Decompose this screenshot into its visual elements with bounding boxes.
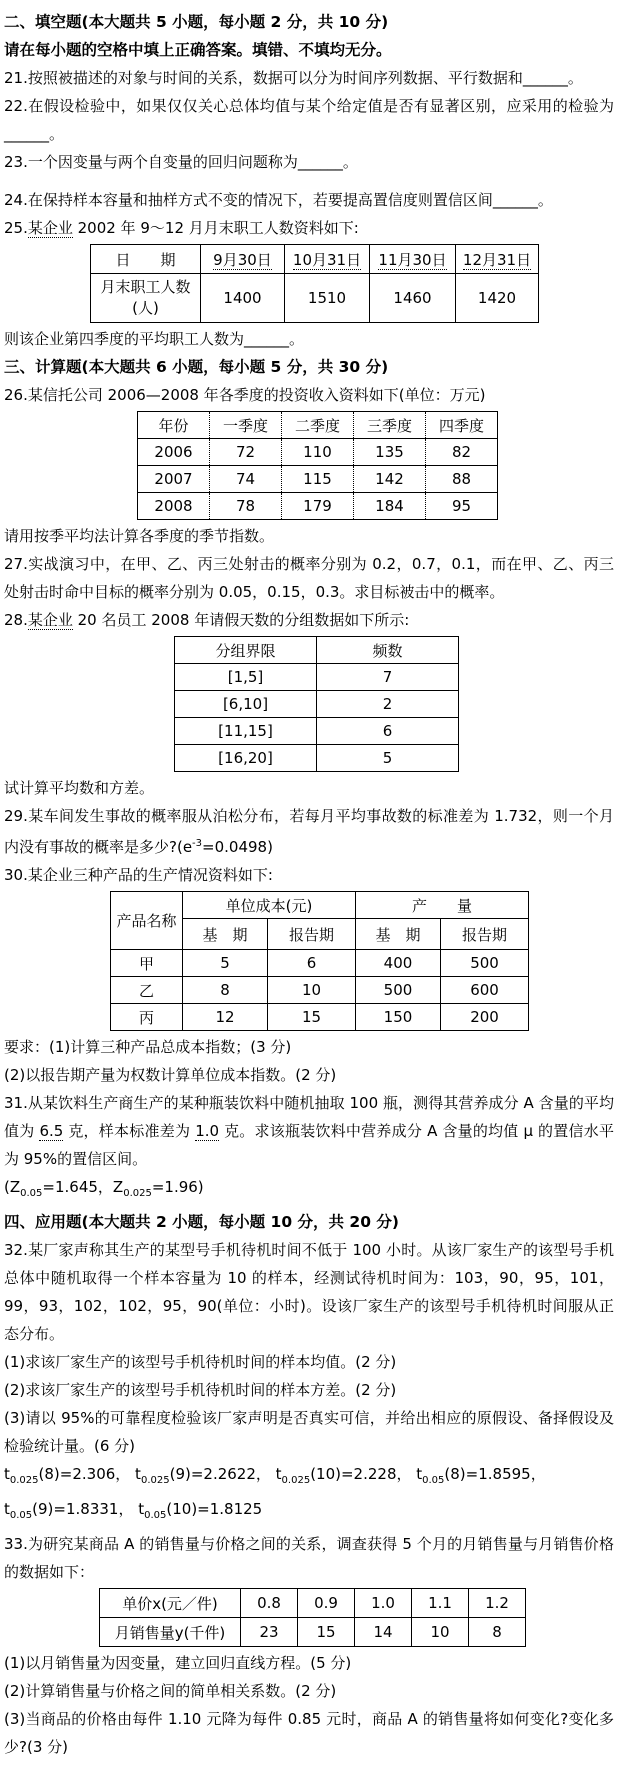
data-cell: 2007 [138,466,210,493]
data-cell: 6 [268,950,356,977]
data-cell: 184 [354,493,426,520]
data-cell: 600 [441,977,529,1004]
question-29: 29.某车间发生事故的概率服从泊松分布，若每月平均事故数的标准差为 1.732，则一个月内没有事故的概率是多少$?(e^{-3}=0.0498)$ [4,807,614,856]
question-32-part1: (1)求该厂家生产的该型号手机待机时间的样本均值。(2 分) [4,1353,397,1371]
header-cell: 年份 [138,412,210,439]
question-23: 23.一个因变量与两个自变量的回归问题称为______。 [4,153,358,171]
question-33-part3: (3)当商品的价格由每件 1.10 元降为每件 0.85 元时，商品 A 的销售量将如何变化?变化多少?(3 分) [4,1710,614,1756]
question-25-tail: 则该企业第四季度的平均职工人数为______。 [4,330,305,348]
data-cell: 14 [355,1618,412,1647]
data-cell: 10 [268,977,356,1004]
data-cell: 8 [183,977,268,1004]
question-32-tvalues-line1: $t_{0.025}(8)=2.306$， $t_{0.025}(9)=2.2622$， $t_{0.025}(10)=2.228$， $t_{0.05}(8)=1.8595$， [4,1465,546,1486]
data-cell: 135 [354,439,426,466]
question-24: 24.在保持样本容量和抽样方式不变的情况下，若要提高置信度则置信区间______。 [4,191,553,209]
header-cell: 月销售量y(千件) [100,1618,241,1647]
data-cell: 乙 [111,977,183,1004]
data-cell: 500 [356,977,441,1004]
data-cell: 2 [317,691,459,718]
data-cell: 10 [412,1618,469,1647]
question-28-tail: 试计算平均数和方差。 [4,779,155,797]
date-value: 9月30日 [213,250,272,269]
data-cell: 23 [241,1618,298,1647]
data-cell: 150 [356,1004,441,1031]
data-cell: 5 [317,745,459,772]
data-cell: 400 [356,950,441,977]
question-26-table [137,411,498,520]
question-27: 27.实战演习中，在甲、乙、丙三处射击的概率分别为 0.2，0.7，0.1，而在甲、乙、丙三处射击时命中目标的概率分别为 0.05，0.15，0.3。求目标被击中的概率。 [4,555,614,601]
data-cell: 78 [210,493,282,520]
data-cell: 1400 [201,274,285,323]
question-30-intro: 30.某企业三种产品的生产情况资料如下: [4,866,273,884]
header-cell: 分组界限 [175,637,317,664]
data-cell: [1,5] [175,664,317,691]
data-cell: 88 [426,466,498,493]
question-30-req1: 要求：(1)计算三种产品总成本指数；(3 分) [4,1038,292,1056]
header-cell: 四季度 [426,412,498,439]
question-32-tvalues-line2: $t_{0.05}(9)=1.8331$， $t_{0.05}(10)=1.8125$ [4,1500,263,1521]
data-cell: 72 [210,439,282,466]
header-cell: 报告期 [268,919,356,950]
data-cell: 甲 [111,950,183,977]
header-cell: 基 期 [183,919,268,950]
header-cell: 日 期 [91,245,201,274]
question-26-intro: 26.某信托公司 2006—2008 年各季度的投资收入资料如下(单位：万元) [4,386,486,404]
question-30-req2: (2)以报告期产量为权数计算单位成本指数。(2 分) [4,1066,337,1084]
question-32-part2: (2)求该厂家生产的该型号手机待机时间的样本方差。(2 分) [4,1381,397,1399]
header-cell: 二季度 [282,412,354,439]
data-cell: 179 [282,493,354,520]
data-cell: 0.9 [298,1589,355,1618]
data-cell: 1460 [370,274,456,323]
question-31: 31.从某饮料生产商生产的某种瓶装饮料中随机抽取 100 瓶，测得其营养成分 A 含量的平均值为 6.5 克，样本标准差为 1.0 克。求该瓶装饮料中营养成分 A 含量的均值 μ 的置信水平为 95%的置信区间。 [4,1094,614,1168]
section-fill-title: 二、填空题(本大题共 5 小题，每小题 2 分，共 10 分) [4,13,389,31]
header-cell [285,245,370,274]
question-26-tail: 请用按季平均法计算各季度的季节指数。 [4,527,275,545]
data-cell: 1.2 [469,1589,526,1618]
data-cell: 82 [426,439,498,466]
data-cell: 115 [282,466,354,493]
header-cell: 产 量 [356,892,529,919]
data-cell: 15 [298,1618,355,1647]
row-label-line: (人) [132,299,159,317]
section-app-title: 四、应用题(本大题共 2 小题，每小题 10 分，共 20 分) [4,1213,399,1231]
data-cell: [16,20] [175,745,317,772]
date-value: 10月31日 [292,250,362,269]
data-cell: 丙 [111,1004,183,1031]
question-30-table [110,891,529,1031]
data-cell: 1.1 [412,1589,469,1618]
data-cell: 1.0 [355,1589,412,1618]
data-cell: 1510 [285,274,370,323]
data-cell: 2008 [138,493,210,520]
data-cell: 6 [317,718,459,745]
header-cell: 报告期 [441,919,529,950]
question-22: 22.在假设检验中，如果仅仅关心总体均值与某个给定值是否有显著区别，应采用的检验为______。 [4,97,614,143]
data-cell: 8 [469,1618,526,1647]
data-cell: 110 [282,439,354,466]
header-cell [201,245,285,274]
header-cell: 产品名称 [111,892,183,950]
data-cell: 1420 [456,274,539,323]
data-cell: 200 [441,1004,529,1031]
question-28-intro: 28.某企业 20 名员工 2008 年请假天数的分组数据如下所示: [4,611,410,629]
data-cell: 500 [441,950,529,977]
question-32-part3: (3)请以 95%的可靠程度检验该厂家声明是否真实可信，并给出相应的原假设、备择假设及检验统计量。(6 分) [4,1409,614,1455]
data-cell: 142 [354,466,426,493]
question-21: 21.按照被描述的对象与时间的关系，数据可以分为时间序列数据、平行数据和______。 [4,69,583,87]
question-33-part2: (2)计算销售量与价格之间的简单相关系数。(2 分) [4,1682,337,1700]
question-31-zvalues: ($Z_{0.05}=1.645$，$Z_{0.025}=1.96$) [4,1178,204,1199]
date-value: 12月31日 [462,250,532,269]
data-cell: 0.8 [241,1589,298,1618]
question-33-table [99,1588,526,1647]
data-cell: [11,15] [175,718,317,745]
header-cell: 一季度 [210,412,282,439]
question-33-intro: 33.为研究某商品 A 的销售量与价格之间的关系，调查获得 5 个月的月销售量与月销售价格的数据如下： [4,1535,614,1581]
question-33-part1: (1)以月销售量为因变量，建立回归直线方程。(5 分) [4,1654,352,1672]
header-cell: 频数 [317,637,459,664]
header-cell: 基 期 [356,919,441,950]
question-25-table [90,244,539,323]
header-cell: 三季度 [354,412,426,439]
data-cell: [6,10] [175,691,317,718]
section-calc-title: 三、计算题(本大题共 6 小题，每小题 5 分，共 30 分) [4,358,389,376]
data-cell: 5 [183,950,268,977]
data-cell: 95 [426,493,498,520]
row-label-line: 月末职工人数 [100,278,191,296]
header-cell [370,245,456,274]
header-cell: 单价x(元／件) [100,1589,241,1618]
data-cell: 7 [317,664,459,691]
header-cell: 单位成本(元) [183,892,356,919]
row-label-cell [91,274,201,323]
question-25-intro: 25.某企业 2002 年 9～12 月月末职工人数资料如下: [4,219,359,237]
question-32: 32.某厂家声称其生产的某型号手机待机时间不低于 100 小时。从该厂家生产的该型号手机总体中随机取得一个样本容量为 10 的样本，经测试待机时间为：103，90，95，101，99，93，102，102，95，90(单位：小时)。设该厂家生产的该型号手机待机时间服从正态分布。 [4,1241,614,1343]
data-cell: 15 [268,1004,356,1031]
date-value: 11月30日 [378,250,447,269]
section-fill-note: 请在每小题的空格中填上正确答案。填错、不填均无分。 [4,41,392,59]
data-cell: 2006 [138,439,210,466]
data-cell: 12 [183,1004,268,1031]
data-cell: 74 [210,466,282,493]
question-28-table [174,636,459,772]
header-cell [456,245,539,274]
